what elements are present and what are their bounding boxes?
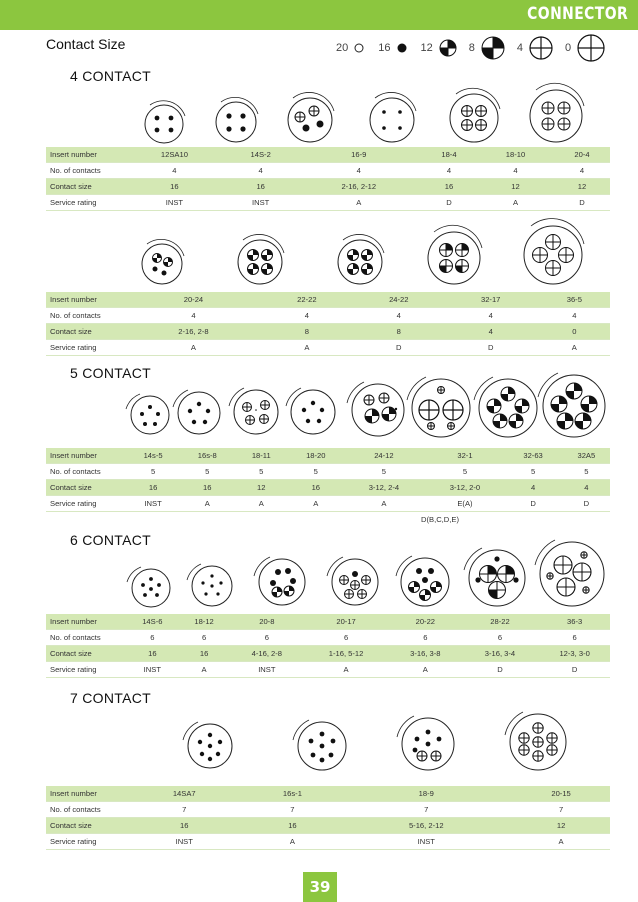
spec-table — [46, 147, 610, 211]
table-cell: 36-3 — [535, 614, 610, 630]
table-cell: 32-1 — [422, 448, 503, 464]
table-cell: 16-9 — [297, 147, 418, 163]
insert-diagram — [127, 567, 170, 607]
insert-diagram — [396, 556, 449, 606]
row-label: Insert number — [46, 786, 124, 802]
table-cell: 6 — [535, 630, 610, 646]
table-cell: 6 — [228, 630, 303, 646]
table-cell: 18-4 — [417, 147, 477, 163]
brand-label: CONNECTOR — [527, 4, 628, 24]
table-cell: 1-16, 5-12 — [302, 646, 386, 662]
row-label: No. of contacts — [46, 802, 124, 818]
table-row — [46, 496, 610, 512]
table-cell: D — [443, 340, 535, 356]
table-cell: INST — [124, 834, 240, 850]
table-cell: D — [559, 496, 610, 512]
insert-diagram — [229, 388, 278, 434]
row-label: Contact size — [46, 818, 124, 834]
page-number: 39 — [303, 872, 337, 902]
spec-table — [46, 786, 610, 850]
insert-diagram — [173, 390, 220, 434]
row-label: Insert number — [46, 147, 124, 163]
table-cell: 16 — [124, 179, 221, 195]
table-cell: 2-16, 2-12 — [297, 179, 418, 195]
insert-diagram — [216, 97, 258, 142]
table-row — [46, 480, 610, 496]
table-cell: 5-16, 2-12 — [340, 818, 508, 834]
table-row — [46, 448, 610, 464]
table-cell: 4 — [535, 308, 610, 324]
table-cell: 4 — [503, 480, 558, 496]
legend-label: 4 — [516, 42, 523, 54]
table-cell: 18-12 — [177, 614, 228, 630]
insert-diagram — [474, 377, 537, 437]
table-row — [46, 308, 610, 324]
table-cell: 14S-2 — [221, 147, 297, 163]
table-cell: 16 — [124, 646, 177, 662]
table-cell: 6 — [302, 630, 386, 646]
row-label: Service rating — [46, 195, 124, 211]
table-cell: 5 — [341, 464, 422, 480]
table-cell: 5 — [124, 464, 178, 480]
table-cell: 16 — [240, 818, 340, 834]
table-row — [46, 324, 610, 340]
row-label: Insert number — [46, 292, 124, 308]
table-cell: A — [177, 662, 228, 678]
table-cell: 20-24 — [124, 292, 259, 308]
table-cell: 20-22 — [386, 614, 461, 630]
table-cell: 32A5 — [559, 448, 610, 464]
table-cell: 18-20 — [286, 448, 341, 464]
table-cell: 12 — [232, 480, 286, 496]
row-label: Service rating — [46, 340, 124, 356]
table-cell: 7 — [340, 802, 508, 818]
table-cell: 5 — [286, 464, 341, 480]
table-cell: 16 — [177, 646, 228, 662]
table-cell: D — [550, 195, 610, 211]
table-cell: 6 — [124, 630, 177, 646]
row-label: Service rating — [46, 496, 124, 512]
table-row — [46, 646, 610, 662]
insert-diagram — [347, 382, 404, 436]
page-title: Contact Size — [46, 36, 126, 52]
table-cell: 20-8 — [228, 614, 303, 630]
insert-diagram — [464, 548, 525, 606]
table-cell: 12 — [508, 818, 610, 834]
table-cell: D — [535, 662, 610, 678]
table-cell: D — [351, 340, 443, 356]
section-title-5-contact: 5 CONTACT — [70, 365, 151, 381]
table-cell: 5 — [178, 464, 232, 480]
row-label: No. of contacts — [46, 308, 124, 324]
table-cell: A — [508, 834, 610, 850]
insert-diagram — [524, 219, 584, 284]
table-cell: 18-11 — [232, 448, 286, 464]
insert-diagram — [145, 101, 185, 143]
table-cell: 12 — [477, 179, 550, 195]
insert-diagram — [183, 722, 232, 768]
table-cell: D — [461, 662, 536, 678]
table-row — [46, 662, 610, 678]
table-cell: 7 — [240, 802, 340, 818]
insert-diagram — [327, 557, 378, 605]
row-label: Service rating — [46, 662, 124, 678]
table-row — [46, 630, 610, 646]
table-cell: 22-22 — [259, 292, 351, 308]
table-cell: 5 — [559, 464, 610, 480]
table-cell: 20-15 — [508, 786, 610, 802]
table-cell: INST — [340, 834, 508, 850]
table-cell: INST — [124, 662, 177, 678]
insert-diagram — [238, 234, 284, 284]
table-row — [46, 614, 610, 630]
table-cell: 28-22 — [461, 614, 536, 630]
insert-diagram — [407, 377, 470, 437]
table-cell: 20-4 — [550, 147, 610, 163]
table-cell: 2-16, 2-8 — [124, 324, 259, 340]
table-cell: A — [259, 340, 351, 356]
spec-table — [46, 448, 610, 512]
table-cell: A — [386, 662, 461, 678]
table-row — [46, 786, 610, 802]
table-row — [46, 340, 610, 356]
table-cell: 4 — [559, 480, 610, 496]
table-cell: 16 — [124, 818, 240, 834]
table-cell: 32-63 — [503, 448, 558, 464]
table-row — [46, 818, 610, 834]
table-cell: 7 — [124, 802, 240, 818]
table-cell: INST — [221, 195, 297, 211]
insert-diagram — [428, 225, 482, 284]
table-cell: 32-17 — [443, 292, 535, 308]
table-cell: D — [417, 195, 477, 211]
row-label: No. of contacts — [46, 630, 124, 646]
table-cell: 24-22 — [351, 292, 443, 308]
table-cell: 12-3, 3-0 — [535, 646, 610, 662]
table-row — [46, 464, 610, 480]
table-cell: 5 — [232, 464, 286, 480]
section-title-6-contact: 6 CONTACT — [70, 532, 151, 548]
table-cell: 4 — [259, 308, 351, 324]
table-cell: 14s-5 — [124, 448, 178, 464]
insert-diagram — [288, 92, 334, 142]
table-cell: 12 — [550, 179, 610, 195]
legend-label: 8 — [468, 42, 475, 54]
row-label: Contact size — [46, 179, 124, 195]
section-title-4-contact: 4 CONTACT — [70, 68, 151, 84]
row-label: Contact size — [46, 324, 124, 340]
table-cell: 16 — [286, 480, 341, 496]
table-cell: 5 — [422, 464, 503, 480]
legend-label: 16 — [378, 42, 391, 54]
insert-diagram — [530, 83, 584, 142]
table-cell: 4 — [124, 163, 221, 179]
legend-label: 0 — [565, 42, 572, 54]
table-cell: 4 — [550, 163, 610, 179]
table-cell: 16 — [221, 179, 297, 195]
table-cell: 4 — [417, 163, 477, 179]
table-cell: 3-12, 2-0 — [422, 480, 503, 496]
legend-label: 20 — [336, 42, 349, 54]
insert-diagram — [505, 712, 566, 770]
insert-diagram — [142, 239, 184, 284]
table-cell: 0 — [535, 324, 610, 340]
legend-label: 12 — [420, 42, 433, 54]
table-cell: 16 — [178, 480, 232, 496]
insert-diagram — [286, 388, 335, 434]
table-cell: 4 — [297, 163, 418, 179]
table-cell: 16 — [124, 480, 178, 496]
table-row — [46, 195, 610, 211]
table-cell: A — [178, 496, 232, 512]
table-row — [46, 163, 610, 179]
insert-diagram — [338, 234, 384, 284]
table-cell: 18-10 — [477, 147, 550, 163]
table-cell: 6 — [461, 630, 536, 646]
table-cell: 4 — [351, 308, 443, 324]
row-label: Insert number — [46, 614, 124, 630]
table-cell: 4 — [477, 163, 550, 179]
spec-table — [46, 292, 610, 356]
spec-table — [46, 614, 610, 678]
insert-diagram — [254, 557, 305, 605]
table-cell: INST — [124, 195, 221, 211]
insert-diagram — [538, 373, 605, 437]
table-cell: 14SA7 — [124, 786, 240, 802]
table-cell: 5 — [503, 464, 558, 480]
insert-diagram — [450, 88, 500, 142]
table-cell: 36-5 — [535, 292, 610, 308]
section-title-7-contact: 7 CONTACT — [70, 690, 151, 706]
table-cell: A — [124, 340, 259, 356]
table-cell: 12SA10 — [124, 147, 221, 163]
insert-diagram — [370, 92, 416, 142]
table-cell: 14S-6 — [124, 614, 177, 630]
table-cell: 4 — [221, 163, 297, 179]
row-label: No. of contacts — [46, 464, 124, 480]
table-cell: A — [341, 496, 422, 512]
table-cell: 6 — [177, 630, 228, 646]
table-row — [46, 802, 610, 818]
table-cell: 16s-1 — [240, 786, 340, 802]
table-cell: 16 — [417, 179, 477, 195]
table-cell: 8 — [351, 324, 443, 340]
row-label: No. of contacts — [46, 163, 124, 179]
table-cell: 16s-8 — [178, 448, 232, 464]
row-label: Insert number — [46, 448, 124, 464]
table-row — [46, 834, 610, 850]
table-cell: A — [535, 340, 610, 356]
insert-diagram — [126, 394, 169, 434]
table-row — [46, 147, 610, 163]
table-cell: E(A) — [422, 496, 503, 512]
table-cell: INST — [124, 496, 178, 512]
insert-diagram — [187, 564, 232, 606]
table-cell: 7 — [508, 802, 610, 818]
table-row — [46, 292, 610, 308]
table-cell: A — [302, 662, 386, 678]
table-cell: A — [232, 496, 286, 512]
table-cell: D — [503, 496, 558, 512]
table-cell: 24-12 — [341, 448, 422, 464]
table-cell: INST — [228, 662, 303, 678]
insert-diagram — [535, 540, 604, 606]
table-cell: 20-17 — [302, 614, 386, 630]
table-cell: 8 — [259, 324, 351, 340]
table-cell: 4-16, 2-8 — [228, 646, 303, 662]
table-cell: 3-16, 3-8 — [386, 646, 461, 662]
table-cell: A — [240, 834, 340, 850]
table-cell: 6 — [386, 630, 461, 646]
table-cell: 3-12, 2-4 — [341, 480, 422, 496]
table-cell: 4 — [124, 308, 259, 324]
row-label: Contact size — [46, 480, 124, 496]
table-cell: 4 — [443, 308, 535, 324]
table-cell: 3-16, 3-4 — [461, 646, 536, 662]
table-cell: A — [297, 195, 418, 211]
row-label: Contact size — [46, 646, 124, 662]
table-cell: 18-9 — [340, 786, 508, 802]
table-cell: 4 — [443, 324, 535, 340]
insert-diagram — [293, 720, 346, 770]
row-label: Service rating — [46, 834, 124, 850]
service-rating-note: D(B,C,D,E) — [421, 515, 459, 524]
insert-diagram — [397, 716, 454, 770]
table-cell: A — [286, 496, 341, 512]
table-row — [46, 179, 610, 195]
table-cell: A — [477, 195, 550, 211]
